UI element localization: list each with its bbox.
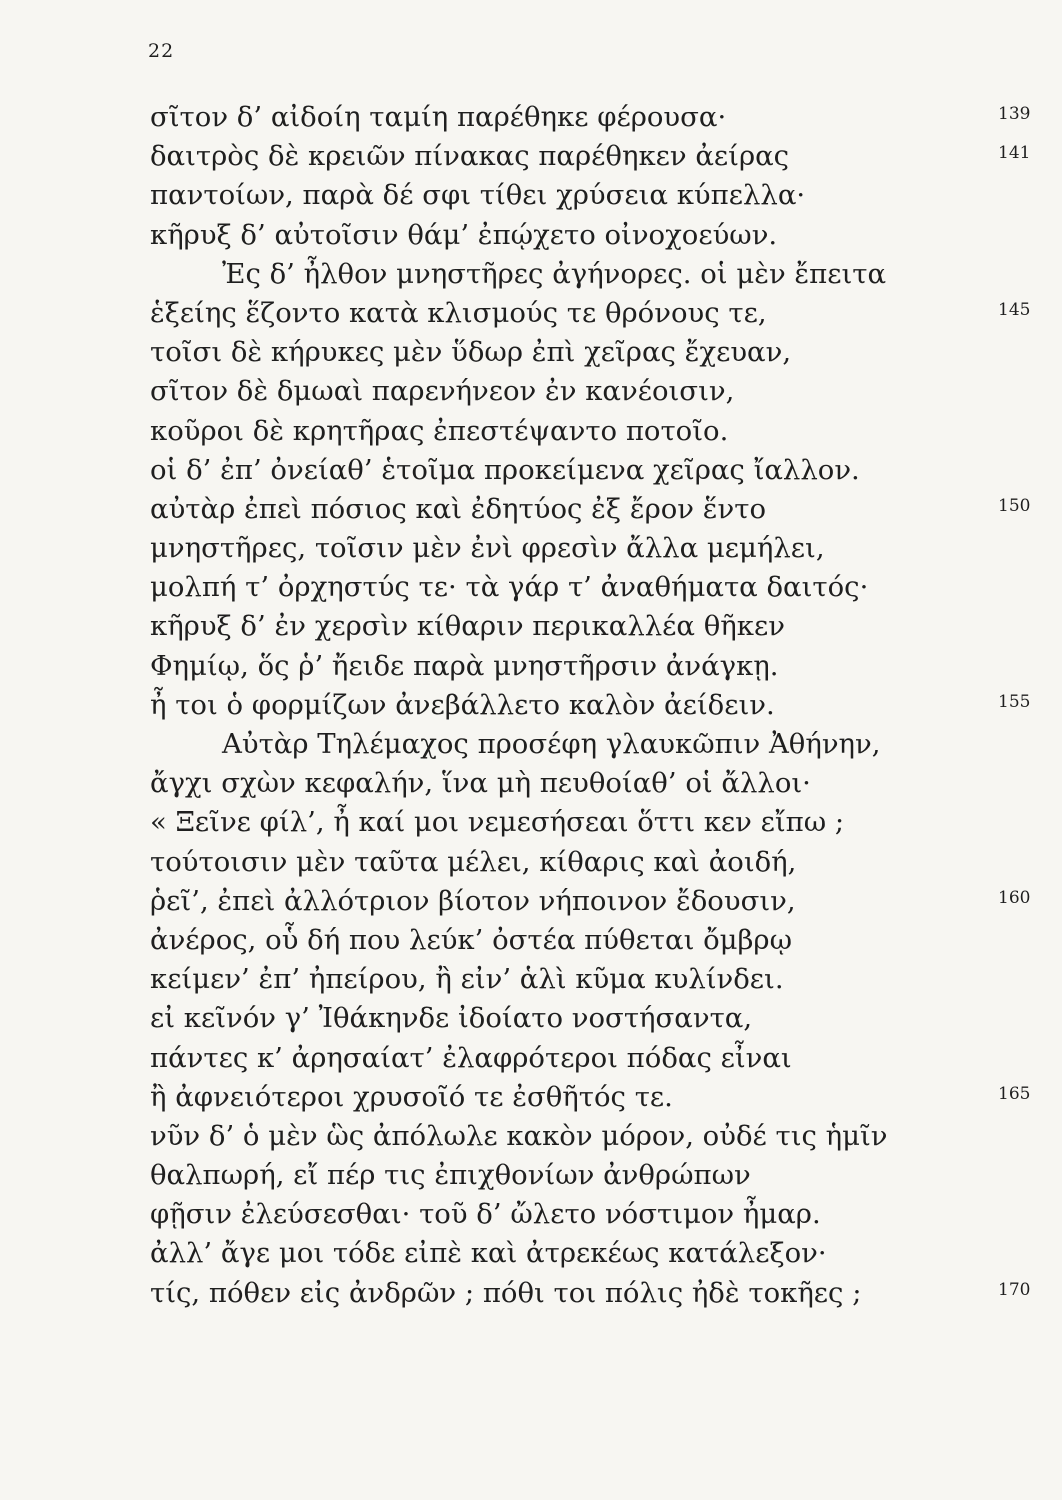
line-number: 141 (998, 143, 1031, 164)
verse-line (150, 725, 1010, 764)
verse-text: θαλπωρή, εἴ πέρ τις ἐπιχθονίων ἀνθρώπων (150, 1159, 751, 1192)
verse-line (150, 451, 1010, 490)
line-number: 155 (998, 691, 1031, 712)
verse-text: ἑξείης ἕζοντο κατὰ κλισμούς τε θρόνους τε, (150, 296, 767, 329)
verse-text: νῦν δ’ ὁ μὲν ὣς ἀπόλωλε κακὸν μόρον, οὐδέ τις ἡμῖν (150, 1119, 888, 1152)
verse-line (150, 1039, 1010, 1078)
verse-line (150, 333, 1010, 372)
verse-text: τοῖσι δὲ κήρυκες μὲν ὕδωρ ἐπὶ χεῖρας ἔχευαν, (150, 336, 792, 369)
verse-text: εἰ κεῖνόν γ’ Ἰθάκηνδε ἰδοίατο νοστήσαντα, (150, 1002, 753, 1035)
verse-text: τίς, πόθεν εἰς ἀνδρῶν ; πόθι τοι πόλις ἠδὲ τοκῆες ; (150, 1276, 862, 1309)
verse-text: Φημίῳ, ὅς ῥ’ ἤειδε παρὰ μνηστῆρσιν ἀνάγκῃ. (150, 649, 779, 682)
verse-text: φῇσιν ἐλεύσεσθαι· τοῦ δ’ ὤλετο νόστιμον ἦμαρ. (150, 1198, 821, 1231)
verse-line (150, 607, 1010, 646)
verse-text: τούτοισιν μὲν ταῦτα μέλει, κίθαρις καὶ ἀοιδή, (150, 845, 797, 878)
verse-line (150, 764, 1010, 803)
line-number: 139 (998, 104, 1031, 124)
verse-line (150, 568, 1010, 607)
verse-line (150, 137, 1031, 176)
verse-line (150, 803, 1010, 842)
verse-line (150, 1234, 1010, 1273)
verse-line (150, 1117, 1010, 1156)
verse-line (150, 216, 1010, 255)
line-number: 150 (998, 495, 1031, 516)
verse-text: ῥεῖ’, ἐπεὶ ἀλλότριον βίοτον νήποινον ἔδουσιν, (150, 884, 796, 917)
verse-text: κοῦροι δὲ κρητῆρας ἐπεστέψαντο ποτοῖο. (150, 414, 729, 447)
verse-text: σῖτον δὲ δμωαὶ παρενήνεον ἐν κανέοισιν, (150, 375, 735, 408)
verse-text: αὐτὰρ ἐπεὶ πόσιος καὶ ἐδητύος ἐξ ἔρον ἕντο (150, 492, 766, 525)
verse-line (150, 412, 1010, 451)
verse-line (150, 921, 1010, 960)
verse-line (150, 960, 1010, 999)
verse-block (150, 98, 1031, 1313)
verse-text: ἀλλ’ ἄγε μοι τόδε εἰπὲ καὶ ἀτρεκέως κατάλεξον· (150, 1237, 827, 1270)
verse-text: κῆρυξ δ’ αὐτοῖσιν θάμ’ ἐπῴχετο οἰνοχοεύων. (150, 218, 778, 251)
verse-text: δαιτρὸς δὲ κρειῶν πίνακας παρέθηκεν ἀείρας (150, 140, 790, 173)
verse-line (150, 294, 1031, 333)
verse-text: ἀνέρος, οὗ δή που λεύκ’ ὀστέα πύθεται ὄμβρῳ (150, 923, 793, 956)
verse-text: ἄγχι σχὼν κεφαλήν, ἵνα μὴ πευθοίαθ’ οἱ ἄλλοι· (150, 767, 811, 800)
verse-line (150, 882, 1031, 921)
line-number: 145 (998, 299, 1031, 320)
verse-text: ἦ τοι ὁ φορμίζων ἀνεβάλλετο καλὸν ἀείδειν. (150, 688, 775, 721)
line-number: 165 (998, 1083, 1031, 1104)
verse-line (150, 98, 1031, 137)
verse-line (150, 1195, 1010, 1234)
verse-line (150, 999, 1010, 1038)
line-number: 160 (998, 887, 1031, 908)
verse-text: παντοίων, παρὰ δέ σφι τίθει χρύσεια κύπελλα· (150, 179, 806, 212)
page-number: 22 (148, 40, 175, 62)
verse-text: Αὐτὰρ Τηλέμαχος προσέφη γλαυκῶπιν Ἀθήνην, (222, 728, 881, 760)
verse-text: κείμεν’ ἐπ’ ἠπείρου, ἢ εἰν’ ἁλὶ κῦμα κυλίνδει. (150, 963, 784, 996)
verse-text: ἢ ἀφνειότεροι χρυσοῖό τε ἐσθῆτός τε. (150, 1080, 673, 1113)
verse-line (150, 372, 1010, 411)
verse-line (150, 1078, 1031, 1117)
verse-text: μνηστῆρες, τοῖσιν μὲν ἐνὶ φρεσὶν ἄλλα μεμήλει, (150, 532, 825, 565)
verse-text: πάντες κ’ ἀρησαίατ’ ἐλαφρότεροι πόδας εἶναι (150, 1041, 792, 1074)
verse-line (150, 255, 1010, 294)
verse-text: κῆρυξ δ’ ἐν χερσὶν κίθαριν περικαλλέα θῆκεν (150, 610, 785, 643)
verse-text: « Ξεῖνε φίλ’, ἦ καί μοι νεμεσήσεαι ὅττι κεν εἴπω ; (150, 806, 845, 839)
verse-line (150, 529, 1010, 568)
verse-text: Ἐς δ’ ἦλθον μνηστῆρες ἀγήνορες. οἱ μὲν ἔπειτα (222, 257, 887, 290)
verse-line (150, 176, 1010, 215)
verse-text: οἱ δ’ ἐπ’ ὀνείαθ’ ἑτοῖμα προκείμενα χεῖρας ἴαλλον. (150, 453, 860, 486)
verse-line (150, 1156, 1010, 1195)
line-number: 170 (998, 1279, 1031, 1300)
verse-line (150, 843, 1010, 882)
verse-text: σῖτον δ’ αἰδοίη ταμίη παρέθηκε φέρουσα· (150, 101, 727, 133)
verse-text: μολπή τ’ ὀρχηστύς τε· τὰ γάρ τ’ ἀναθήματα δαιτός· (150, 571, 869, 604)
verse-line (150, 686, 1031, 725)
verse-line (150, 490, 1031, 529)
verse-line (150, 1274, 1031, 1313)
verse-line (150, 647, 1010, 686)
